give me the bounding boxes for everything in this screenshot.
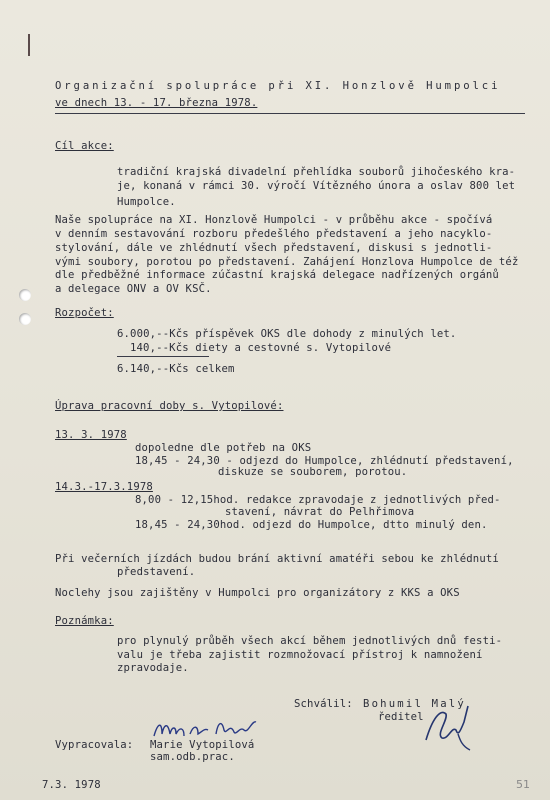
cil-line: Humpolce. (117, 196, 176, 208)
paragraph-line: vými soubory, porotou po představení. Zahájení Honzlova Humpolce de též (55, 256, 519, 268)
approval-title: ředitel (378, 711, 424, 723)
budget-line: 140,--Kčs diety a cestovné s. Vytopilové (130, 342, 392, 354)
date1-line: 18,45 - 24,30 - odjezd do Humpolce, zhlédnutí představení, (135, 455, 514, 467)
budget-line: 6.000,--Kčs příspěvek OKS dle dohody z minulých let. (117, 328, 457, 340)
director-signature (418, 700, 488, 755)
approval-label: Schválil: (294, 698, 353, 710)
prepared-name: Marie Vytopilová (150, 739, 255, 751)
header-line-2: ve dnech 13. - 17. března 1978. (55, 97, 258, 109)
date2-line: stavení, návrat do Pelhřimova (225, 506, 415, 518)
date1-line: diskuze se souborem, porotou. (218, 466, 408, 478)
cil-heading: Cíl akce: (55, 140, 114, 152)
punch-hole-top (19, 289, 31, 301)
date-1: 13. 3. 1978 (55, 429, 127, 441)
date2-line: 8,00 - 12,15hod. redakce zpravodaje z jednotlivých před- (135, 494, 501, 506)
approval-name: Bohumil Malý (363, 698, 466, 710)
date1-line: dopoledne dle potřeb na OKS (135, 442, 312, 454)
uprava-heading: Úprava pracovní doby s. Vytopilové: (55, 400, 284, 412)
prepared-dept: sam.odb.prac. (150, 751, 235, 763)
paragraph-line: dle předběžné informace zúčastní krajská delegace nadřízených orgánů (55, 269, 499, 281)
header-rule (55, 113, 525, 114)
header-line-1: Organizační spolupráce při XI. Honzlově Humpolci (55, 80, 501, 92)
date-2: 14.3.-17.3.1978 (55, 481, 153, 493)
note-line: Při večerních jízdách budou brání aktivní amatéři sebou ke zhlédnutí (55, 553, 499, 565)
rozpocet-heading: Rozpočet: (55, 307, 114, 319)
date2-line: 18,45 - 24,30hod. odjezd do Humpolce, dtto minulý den. (135, 519, 488, 531)
paragraph-line: v denním sestavování rozboru předešlého představení a jeho nacyklo- (55, 228, 493, 240)
budget-sum-rule (117, 356, 209, 357)
paragraph-line: a delegace ONV a OV KSČ. (55, 283, 212, 295)
noclehy-line: Noclehy jsou zajištěny v Humpolci pro organizátory z KKS a OKS (55, 587, 460, 599)
poznamka-line: valu je třeba zajistit rozmnožovací přístroj k namnožení (117, 649, 483, 661)
cil-line: tradiční krajská divadelní přehlídka souborů jihočeského kra- (117, 166, 516, 178)
punch-hole-bottom (19, 313, 31, 325)
paragraph-line: stylování, dále ve zhlédnutí všech představení, diskusi s jednotli- (55, 242, 493, 254)
paragraph-line: Naše spolupráce na XI. Honzlově Humpolci - v průběhu akce - spočívá (55, 214, 493, 226)
poznamka-heading: Poznámka: (55, 615, 114, 627)
document-date: 7.3. 1978 (42, 779, 101, 791)
note-line: představení. (117, 566, 196, 578)
poznamka-line: pro plynulý průběh všech akcí během jednotlivých dnů festi- (117, 635, 503, 647)
cil-line: je, konaná v rámci 30. výročí Vítězného února a oslav 800 let (117, 180, 516, 192)
prepared-label: Vypracovala: (55, 739, 134, 751)
page-number: 51 (516, 778, 530, 791)
margin-mark (28, 34, 30, 56)
budget-total: 6.140,--Kčs celkem (117, 363, 235, 375)
poznamka-line: zpravodaje. (117, 662, 189, 674)
